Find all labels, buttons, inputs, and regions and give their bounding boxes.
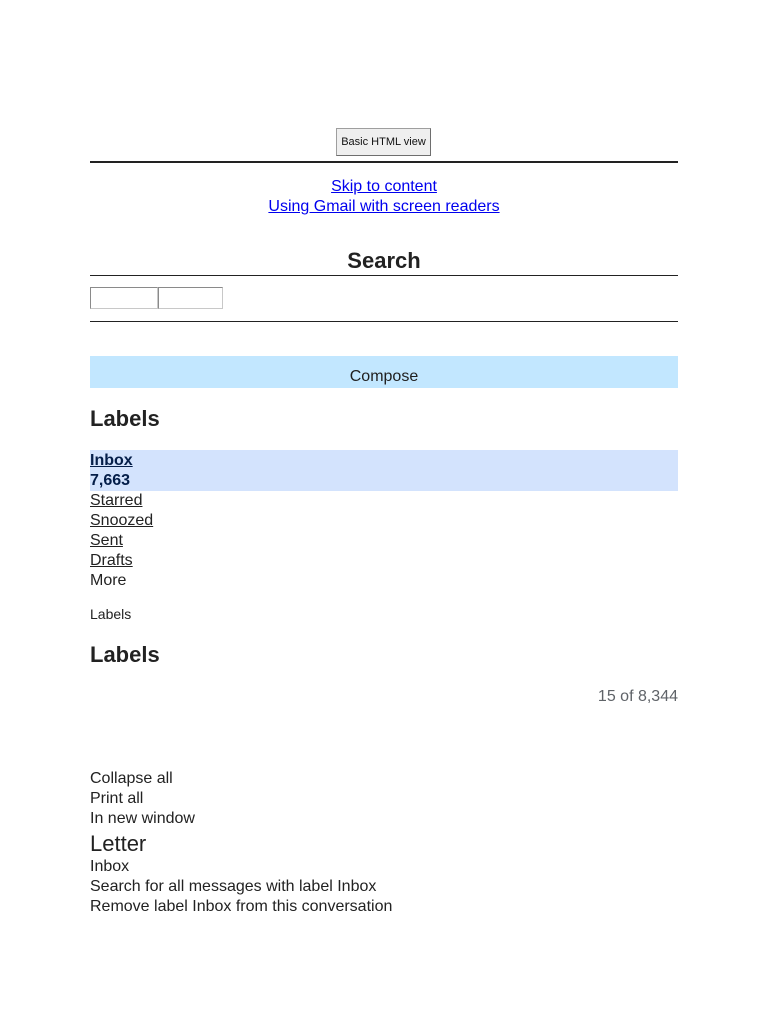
divider-top xyxy=(90,161,678,163)
skip-to-content-link[interactable]: Skip to content xyxy=(331,178,437,195)
conversation-subject: Letter xyxy=(90,831,147,856)
starred-link[interactable]: Starred xyxy=(90,492,143,509)
sidebar-item-more[interactable]: More xyxy=(90,572,127,589)
print-all-button[interactable]: Print all xyxy=(90,790,144,807)
sidebar-item-starred[interactable] xyxy=(90,491,678,511)
inbox-unread-count: 7,663 xyxy=(90,472,131,489)
inbox-link[interactable]: Inbox xyxy=(90,452,133,469)
sidebar-item-drafts[interactable] xyxy=(90,551,678,571)
divider-search xyxy=(90,275,678,276)
search-label-inbox-button[interactable]: Search for all messages with label Inbox xyxy=(90,878,377,895)
collapse-all-button[interactable]: Collapse all xyxy=(90,770,173,787)
thread-actions xyxy=(90,769,392,917)
compose-button[interactable]: Compose xyxy=(90,356,678,388)
divider-search-bottom xyxy=(90,321,678,322)
accessibility-links xyxy=(90,177,678,217)
pagination-count: 15 of 8,344 xyxy=(597,688,678,705)
search-heading: Search xyxy=(347,248,421,273)
labels-small-heading: Labels xyxy=(90,606,132,622)
search-options-input[interactable] xyxy=(158,287,223,309)
label-nav xyxy=(90,450,678,591)
new-window-button[interactable]: In new window xyxy=(90,810,195,827)
sidebar-item-sent[interactable] xyxy=(90,531,678,551)
sidebar-item-snoozed[interactable] xyxy=(90,511,678,531)
drafts-link[interactable]: Drafts xyxy=(90,552,133,569)
labels-heading-secondary: Labels xyxy=(90,642,160,667)
snoozed-link[interactable]: Snoozed xyxy=(90,512,154,529)
sidebar-item-inbox[interactable] xyxy=(90,450,678,491)
remove-label-inbox-button[interactable]: Remove label Inbox from this conversation xyxy=(90,898,393,915)
basic-html-view-button[interactable]: Basic HTML view xyxy=(336,128,431,156)
labels-heading: Labels xyxy=(90,406,160,431)
label-chip-inbox[interactable]: Inbox xyxy=(90,858,130,875)
sent-link[interactable]: Sent xyxy=(90,532,123,549)
search-input[interactable] xyxy=(90,287,158,309)
screen-readers-link[interactable]: Using Gmail with screen readers xyxy=(268,198,500,215)
